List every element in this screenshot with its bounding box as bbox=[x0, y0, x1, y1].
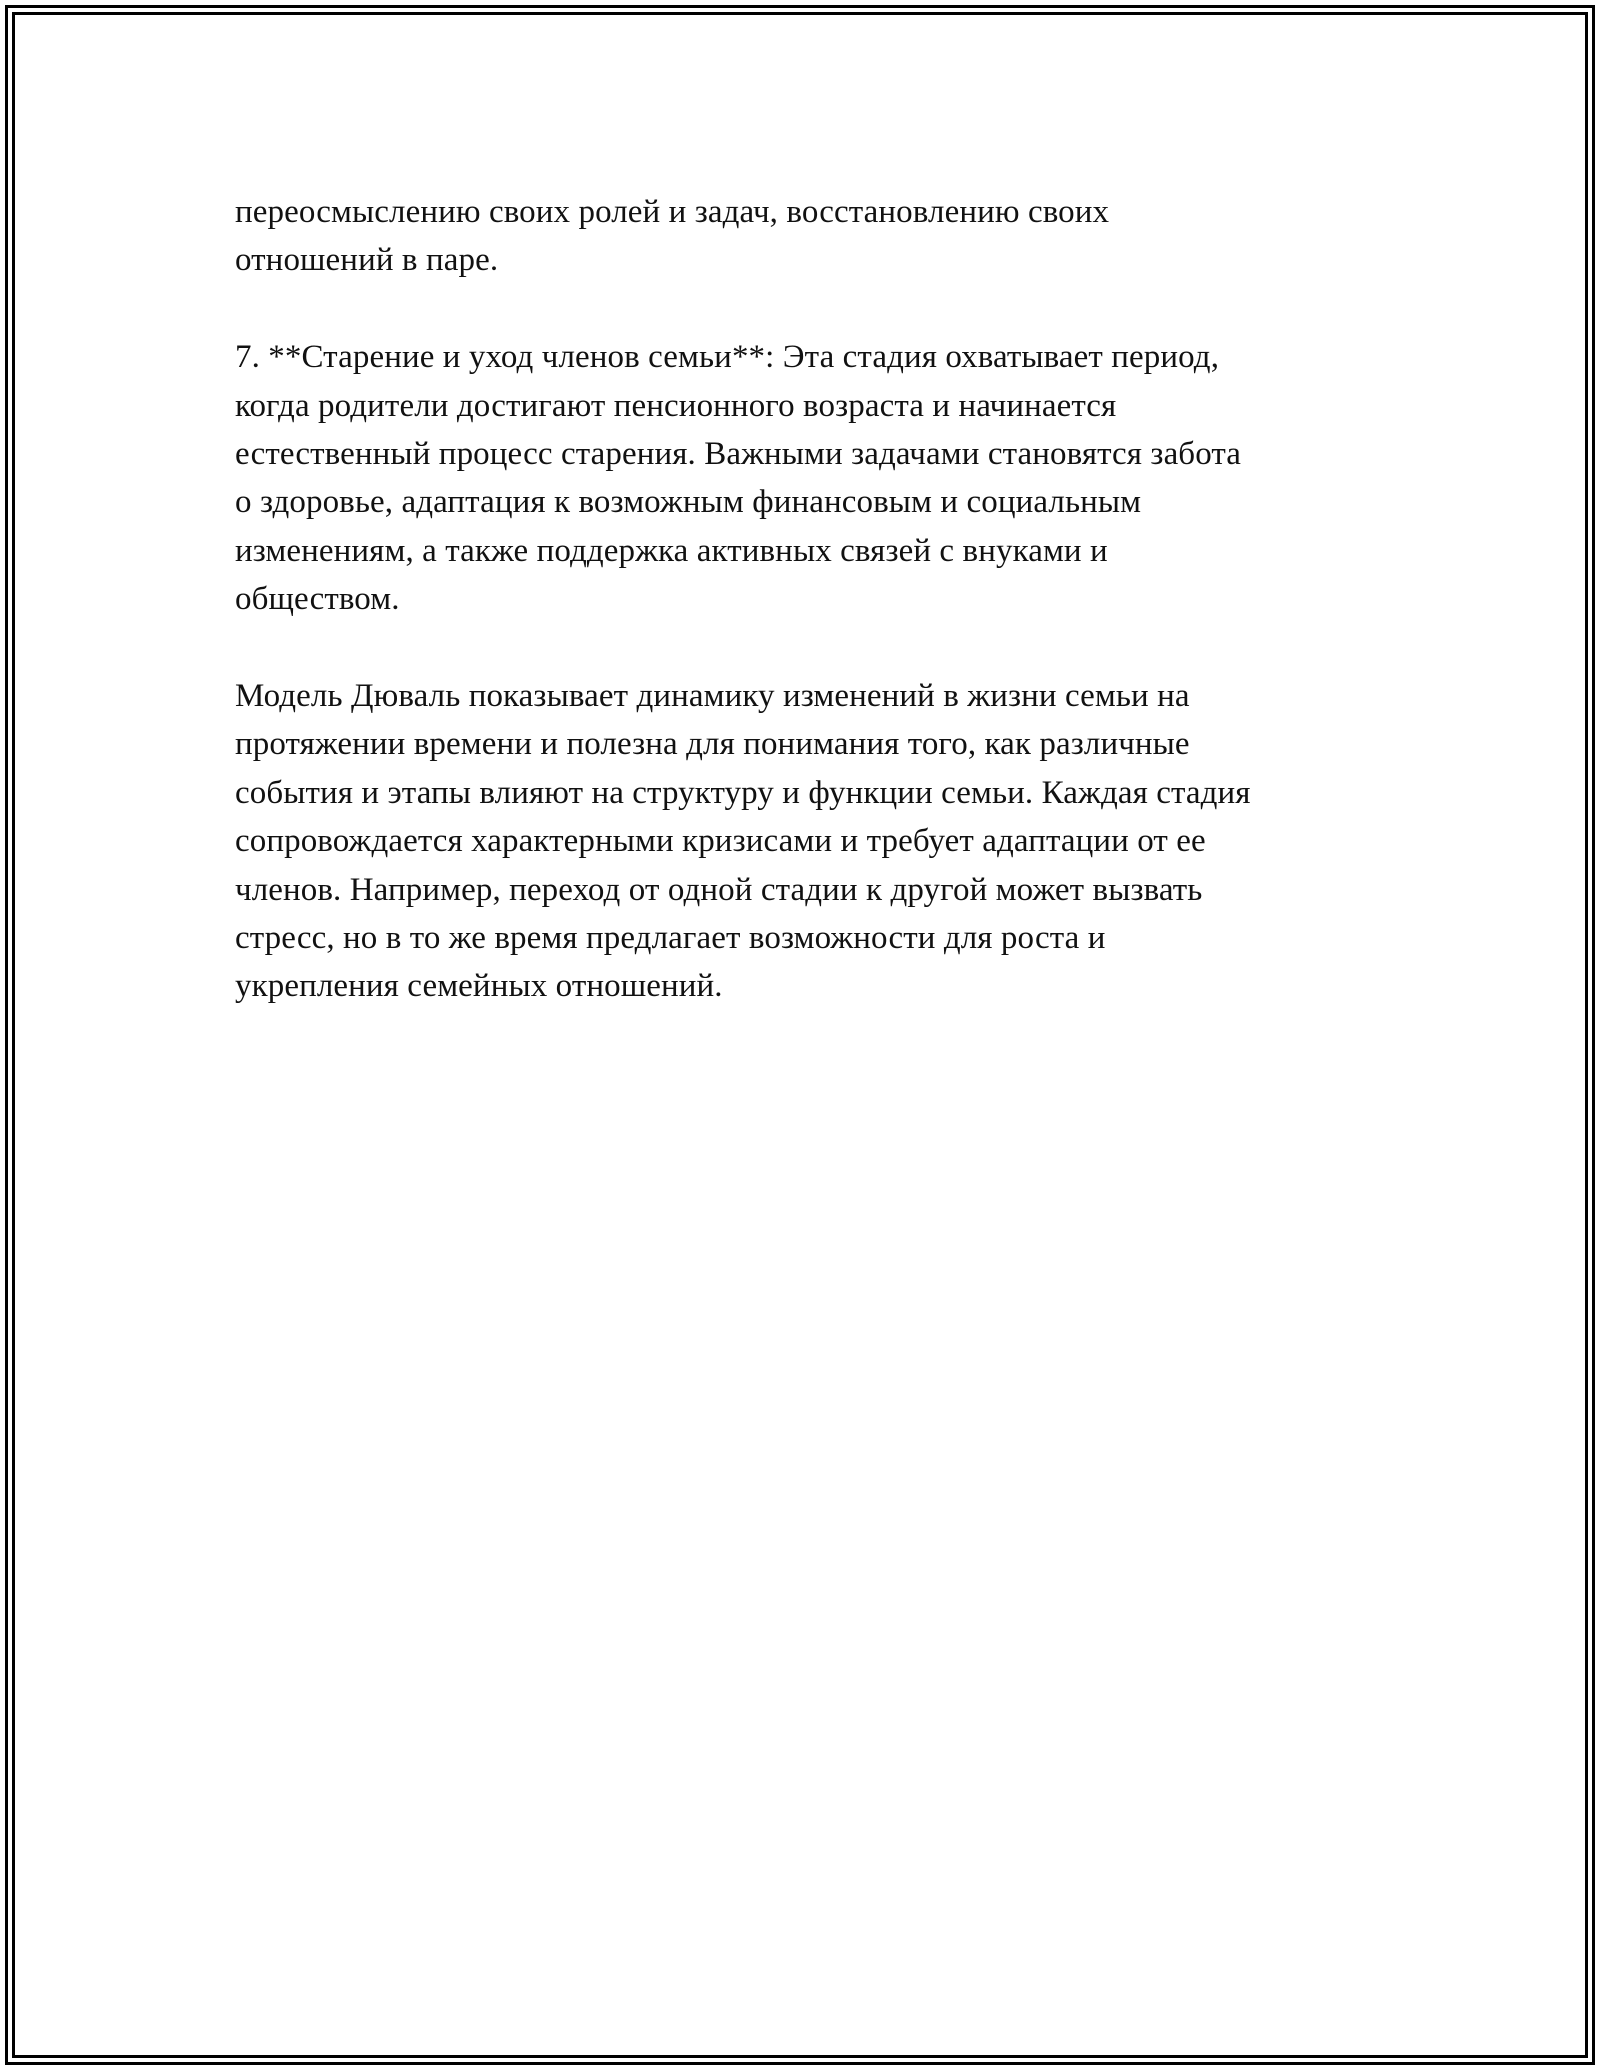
text-line: переосмыслению своих ролей и задач, восстановлению своих bbox=[235, 194, 1110, 230]
text-line: стресс, но в то же время предлагает возможности для роста и bbox=[235, 920, 1106, 957]
text-line: 7. **Старение и уход членов семьи**: Эта стадия охватывает период, bbox=[235, 339, 1220, 376]
document-body bbox=[235, 188, 1375, 1011]
text-line: протяжении времени и полезна для понимания того, как различные bbox=[235, 726, 1190, 763]
text-line: события и этапы влияют на структуру и функции семьи. Каждая стадия bbox=[235, 774, 1251, 811]
text-line: обществом. bbox=[235, 581, 400, 618]
text-line: членов. Например, переход от одной стадии к другой может вызвать bbox=[235, 871, 1203, 908]
text-line: изменениям, а также поддержка активных связей с внуками и bbox=[235, 532, 1108, 569]
text-line: сопровождается характерными кризисами и требует адаптации от ее bbox=[235, 823, 1206, 860]
text-line: естественный процесс старения. Важными задачами становятся забота bbox=[235, 436, 1242, 473]
paragraph-duvall-model-summary bbox=[235, 672, 1375, 1011]
text-line: Модель Дюваль показывает динамику изменений в жизни семьи на bbox=[235, 678, 1190, 715]
text-line: когда родители достигают пенсионного возраста и начинается bbox=[235, 387, 1117, 424]
paragraph-stage6-continuation bbox=[235, 188, 1375, 285]
text-line: укрепления семейных отношений. bbox=[235, 968, 723, 1005]
text-line: отношений в паре. bbox=[235, 242, 499, 279]
paragraph-stage7-aging bbox=[235, 333, 1375, 623]
text-line: о здоровье, адаптация к возможным финансовым и социальным bbox=[235, 484, 1142, 521]
